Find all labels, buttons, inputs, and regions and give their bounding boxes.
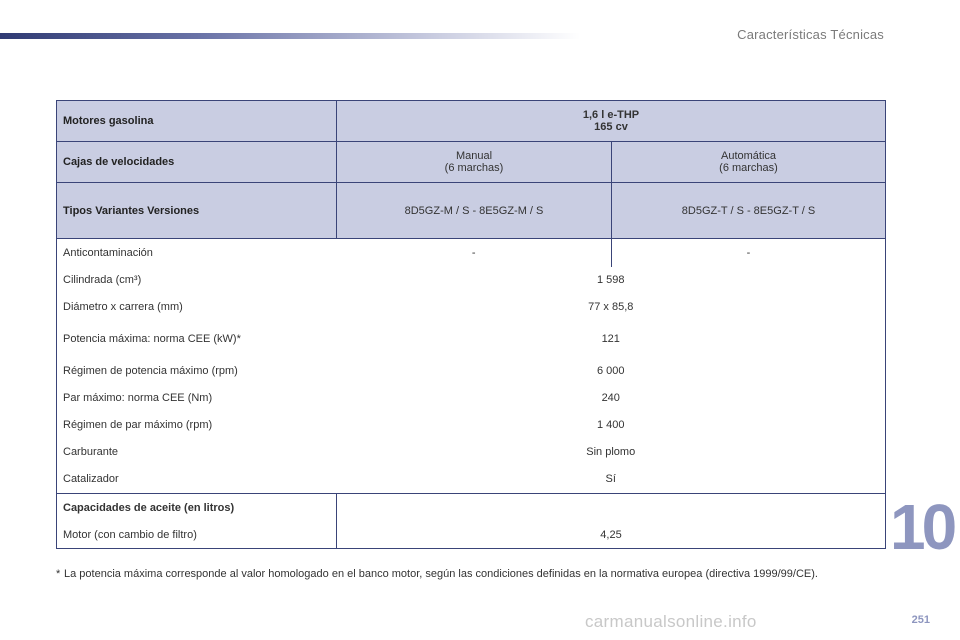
- row-label: Anticontaminación: [57, 239, 337, 267]
- engine-name: 1,6 l e-THP: [582, 109, 640, 121]
- engine-label: Motores gasolina: [57, 101, 337, 142]
- variants-label: Tipos Variantes Versiones: [57, 183, 337, 239]
- page-number: 251: [911, 614, 930, 626]
- footnote-text: La potencia máxima corresponde al valor homologado en el banco motor, según las condiciones definidas en la normativa europea (directiva 1999/99/CE).: [64, 568, 818, 580]
- spec-table: [56, 100, 886, 549]
- row-value: Sin plomo: [337, 439, 886, 466]
- table-row: [57, 385, 886, 412]
- table-row: [57, 466, 886, 494]
- table-row: [57, 267, 886, 294]
- gearbox-row: [57, 142, 886, 183]
- variants-auto: 8D5GZ-T / S - 8E5GZ-T / S: [612, 183, 886, 239]
- row-value: 121: [337, 321, 886, 357]
- table-row: [57, 439, 886, 466]
- engine-power: 165 cv: [594, 121, 628, 133]
- gearbox-manual: [337, 142, 612, 183]
- row-value: 1 598: [337, 267, 886, 294]
- row-value: 1 400: [337, 412, 886, 439]
- gearbox-label: Cajas de velocidades: [57, 142, 337, 183]
- watermark: carmanualsonline.info: [585, 612, 757, 631]
- engine-row: [57, 101, 886, 142]
- table-row: [57, 239, 886, 267]
- row-label: Régimen de par máximo (rpm): [57, 412, 337, 439]
- row-label: Potencia máxima: norma CEE (kW)*: [57, 321, 337, 357]
- row-value-manual: -: [471, 246, 476, 259]
- row-value: 77 x 85,8: [337, 294, 886, 321]
- table-row: [57, 321, 886, 357]
- row-label: Régimen de potencia máximo (rpm): [57, 357, 337, 385]
- gearbox-auto-speeds: (6 marchas): [719, 162, 778, 174]
- table-row: [57, 412, 886, 439]
- oil-title-row: [57, 494, 886, 522]
- row-value: Sí: [337, 466, 886, 494]
- footnote: [56, 566, 856, 582]
- oil-row-value: 4,25: [337, 522, 886, 549]
- engine-value: [337, 101, 886, 142]
- row-label: Catalizador: [57, 466, 337, 494]
- table-row: [57, 294, 886, 321]
- variants-row: [57, 183, 886, 239]
- gearbox-manual-speeds: (6 marchas): [444, 162, 504, 174]
- row-label: Diámetro x carrera (mm): [57, 294, 337, 321]
- row-label: Par máximo: norma CEE (Nm): [57, 385, 337, 412]
- oil-row: [57, 522, 886, 549]
- row-value-auto: -: [612, 239, 886, 267]
- row-label: Cilindrada (cm³): [57, 267, 337, 294]
- chapter-number: 10: [890, 491, 954, 563]
- table-row: [57, 357, 886, 385]
- row-value: 6 000: [337, 357, 886, 385]
- gearbox-auto: [612, 142, 886, 183]
- row-label: Carburante: [57, 439, 337, 466]
- variants-manual: 8D5GZ-M / S - 8E5GZ-M / S: [337, 183, 612, 239]
- gearbox-manual-type: Manual: [455, 150, 493, 162]
- oil-row-label: Motor (con cambio de filtro): [57, 522, 337, 549]
- section-title: Características Técnicas: [737, 27, 884, 42]
- header-gradient-bar: [0, 33, 580, 39]
- row-value: 240: [337, 385, 886, 412]
- oil-title: Capacidades de aceite (en litros): [57, 494, 337, 522]
- gearbox-auto-type: Automática: [720, 150, 777, 162]
- footnote-marker: *: [56, 568, 61, 580]
